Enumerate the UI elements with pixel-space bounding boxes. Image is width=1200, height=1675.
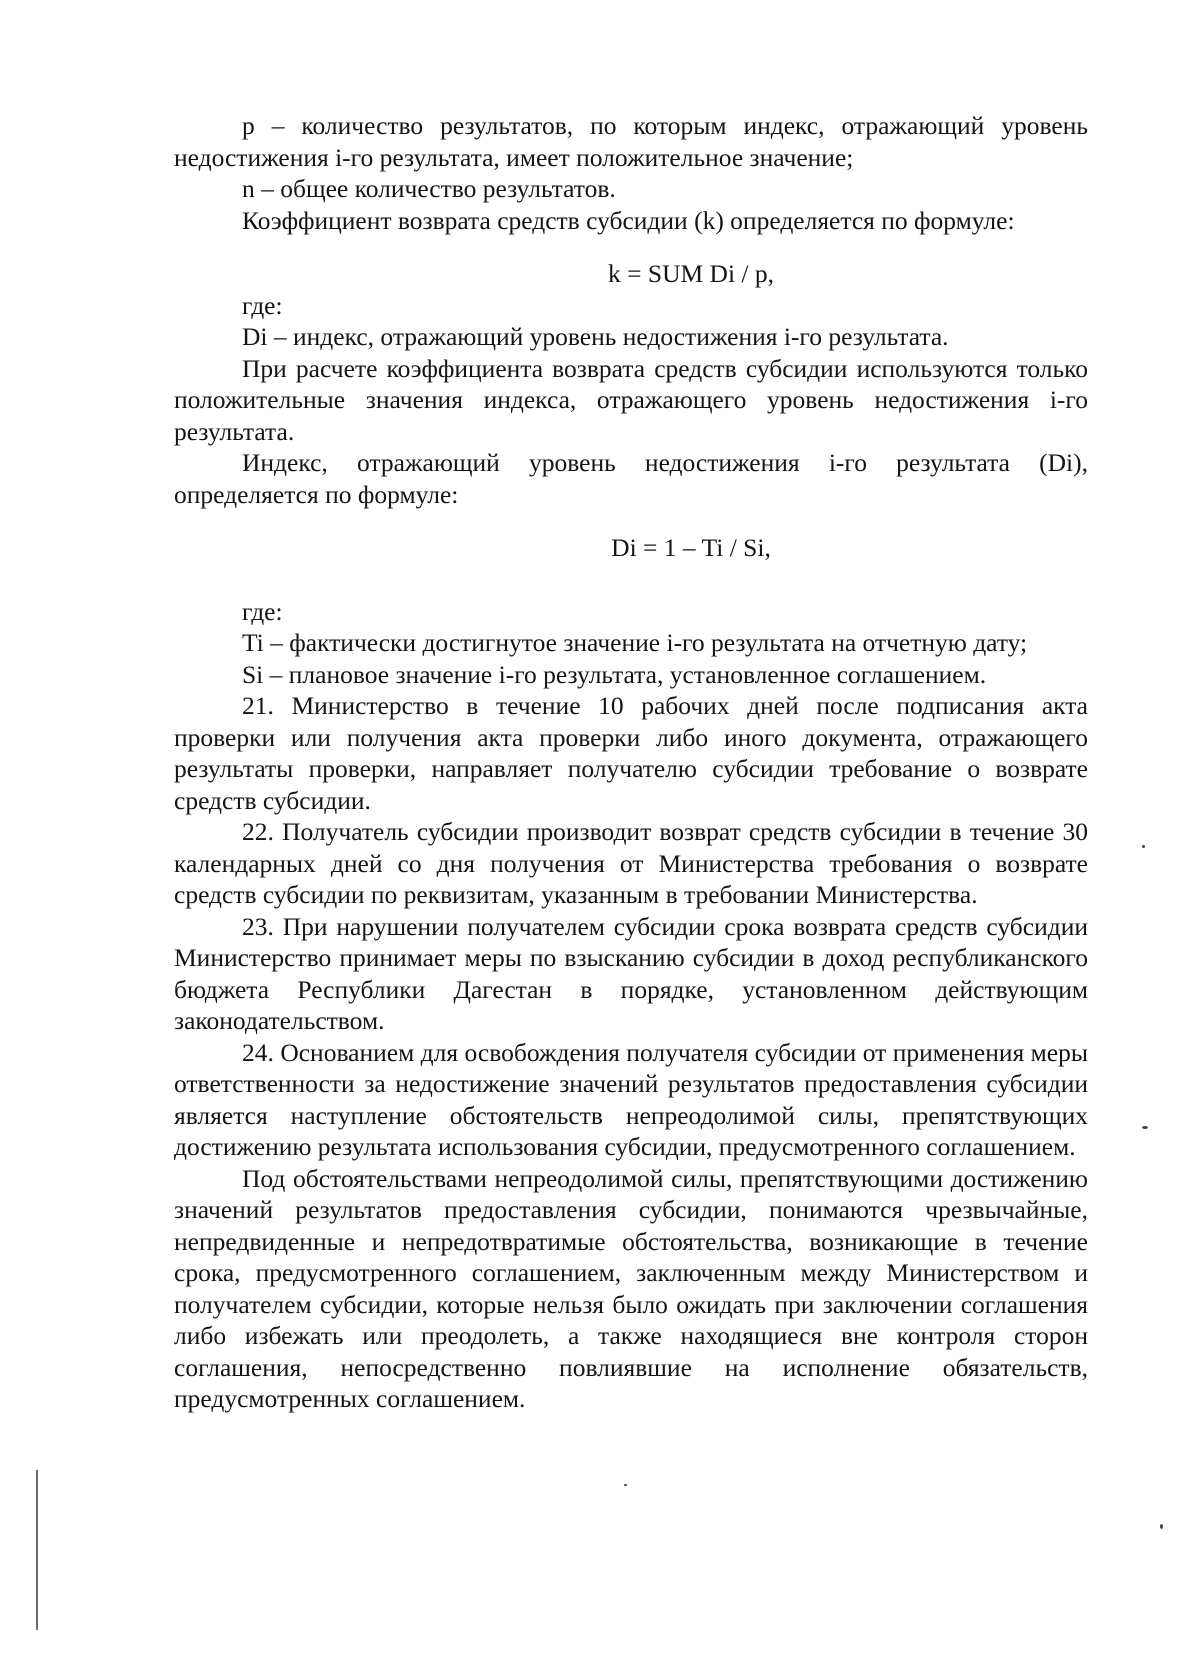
n-definition: n – общее количество результатов. <box>242 174 616 203</box>
k-formula: k = SUM Di / p, <box>608 259 774 288</box>
scan-speck <box>1160 1524 1163 1529</box>
di-formula: Di = 1 – Ti / Si, <box>611 533 771 562</box>
scan-edge-mark <box>36 1470 38 1630</box>
scan-speck <box>1142 1126 1148 1129</box>
positive-values-note: При расчете коэффициента возврата средств субсидии используются только положительные значения индекса, отражающего уровень недостижения i-го результата. <box>174 353 1088 446</box>
document-body <box>174 110 1088 1415</box>
force-majeure-definition: Под обстоятельствами непреодолимой силы, препятствующими достижению значений результатов предоставления субсидии, понимаются чрезвычайные, непредвиденные и непредотвратимые обстоятельства, возникающие в течение срока, предусмотренного соглашением, заключенным между Министерством и получателем субсидии, которые нельзя было ожидать при заключении соглашения либо избежать или преодолеть, а также находящиеся вне контроля сторон соглашения, непосредственно повлиявшие на исполнение обязательств, предусмотренных соглашением. <box>174 1163 1088 1413</box>
scan-speck <box>1142 845 1145 848</box>
where-label-1: где: <box>242 290 283 320</box>
clause-23: 23. При нарушении получателем субсидии срока возврата средств субсидии Министерство принимает меры по взысканию субсидии в доход республиканского бюджета Республики Дагестан в порядке, установленном действующим законодательством. <box>174 911 1088 1035</box>
si-definition: Si – плановое значение i-го результата, установленное соглашением. <box>242 659 987 689</box>
di-definition: Di – индекс, отражающий уровень недостижения i-го результата. <box>242 322 949 351</box>
clause-22: 22. Получатель субсидии производит возврат средств субсидии в течение 30 календарных дней со дня получения от Министерства требования о возврате средств субсидии по реквизитам, указанным в требовании Министерства. <box>174 817 1088 909</box>
di-formula-intro: Индекс, отражающий уровень недостижения i-го результата (Di), определяется по формуле: <box>174 448 1088 509</box>
where-label-2: где: <box>242 596 283 626</box>
clause-24: 24. Основанием для освобождения получателя субсидии от применения меры ответственности за недостижение значений результатов предоставления субсидии является наступление обстоятельств непреодолимой силы, препятствующих достижению результата использования субсидии, предусмотренного соглашением. <box>174 1037 1088 1161</box>
ti-definition: Ti – фактически достигнутое значение i-го результата на отчетную дату; <box>242 628 1028 657</box>
scan-speck <box>624 1484 627 1486</box>
p-definition: p – количество результатов, по которым индекс, отражающий уровень недостижения i-го результата, имеет положительное значение; <box>174 111 1088 172</box>
k-formula-intro: Коэффициент возврата средств субсидии (k) определяется по формуле: <box>242 205 1015 235</box>
clause-21: 21. Министерство в течение 10 рабочих дней после подписания акта проверки или получения акта проверки либо иного документа, отражающего результаты проверки, направляет получателю субсидии требование о возврате средств субсидии. <box>174 691 1088 815</box>
